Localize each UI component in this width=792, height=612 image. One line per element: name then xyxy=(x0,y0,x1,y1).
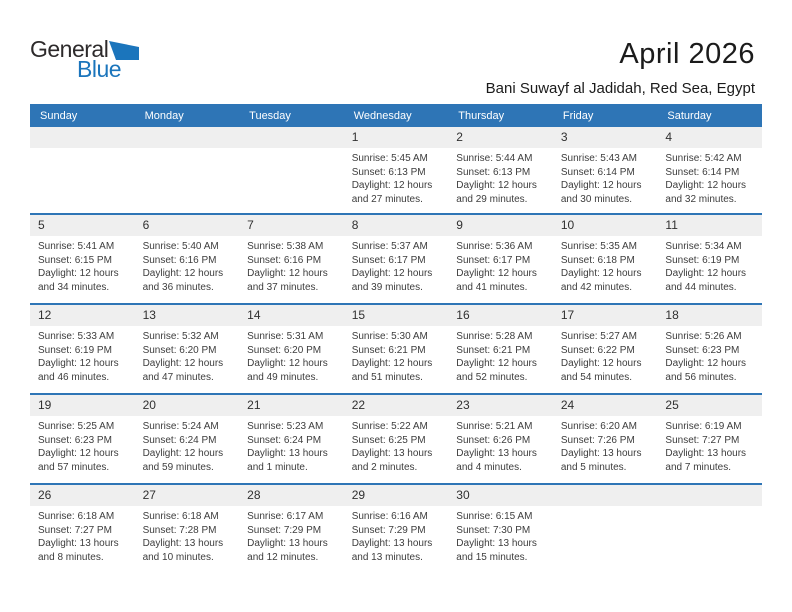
daylight-text: Daylight: 12 hours and 36 minutes. xyxy=(142,268,224,293)
logo-text-general: General xyxy=(30,36,109,62)
daylight-text: Daylight: 12 hours and 32 minutes. xyxy=(665,180,747,205)
daylight-text: Daylight: 12 hours and 47 minutes. xyxy=(142,358,224,383)
sunset-text: Sunset: 7:30 PM xyxy=(456,524,531,536)
empty-day-cell xyxy=(553,485,658,573)
daylight-text: Daylight: 13 hours and 10 minutes. xyxy=(142,538,224,563)
day-number: 26 xyxy=(30,485,135,506)
daylight-text: Daylight: 12 hours and 37 minutes. xyxy=(247,268,328,293)
day-cell xyxy=(30,485,135,573)
sunset-text: Sunset: 6:14 PM xyxy=(560,166,635,178)
sunset-text: Sunset: 6:21 PM xyxy=(456,344,531,356)
sunset-text: Sunset: 6:13 PM xyxy=(456,166,531,178)
day-details xyxy=(657,236,762,294)
sunset-text: Sunset: 6:16 PM xyxy=(142,254,217,266)
day-header-sunday: Sunday xyxy=(40,109,78,122)
day-number: 15 xyxy=(344,305,449,326)
sunset-text: Sunset: 6:21 PM xyxy=(351,344,426,356)
sunrise-text: Sunrise: 5:43 AM xyxy=(560,153,637,164)
sunset-text: Sunset: 6:26 PM xyxy=(456,434,531,446)
day-details xyxy=(344,506,449,564)
sunset-text: Sunset: 6:18 PM xyxy=(560,254,635,266)
day-number: 24 xyxy=(553,395,658,416)
daylight-text: Daylight: 13 hours and 1 minute. xyxy=(247,448,328,473)
daylight-text: Daylight: 12 hours and 29 minutes. xyxy=(456,180,537,205)
day-number: 19 xyxy=(30,395,135,416)
sunrise-text: Sunrise: 5:45 AM xyxy=(351,153,428,164)
logo-text-blue: Blue xyxy=(77,56,122,82)
sunrise-text: Sunrise: 5:38 AM xyxy=(247,241,324,252)
day-details xyxy=(553,236,658,294)
day-cell xyxy=(657,127,762,213)
sunset-text: Sunset: 6:24 PM xyxy=(142,434,217,446)
sunrise-text: Sunrise: 5:22 AM xyxy=(351,421,428,432)
sunset-text: Sunset: 6:17 PM xyxy=(456,254,531,266)
day-cell xyxy=(344,215,449,303)
day-header-saturday: Saturday xyxy=(667,109,712,122)
day-details xyxy=(448,416,553,474)
day-cell xyxy=(553,215,658,303)
sunrise-text: Sunrise: 5:26 AM xyxy=(665,331,742,342)
page-title: April 2026 xyxy=(619,38,755,70)
weeks xyxy=(30,127,762,573)
day-number: 9 xyxy=(448,215,553,236)
sunset-text: Sunset: 6:25 PM xyxy=(351,434,426,446)
day-cell xyxy=(448,395,553,483)
day-header-wednesday: Wednesday xyxy=(353,109,412,122)
day-cell xyxy=(239,395,344,483)
day-number xyxy=(30,127,135,148)
day-cell xyxy=(553,305,658,393)
sunset-text: Sunset: 6:16 PM xyxy=(247,254,322,266)
daylight-text: Daylight: 12 hours and 59 minutes. xyxy=(142,448,224,473)
day-cell xyxy=(30,215,135,303)
day-details xyxy=(30,506,135,564)
day-number: 8 xyxy=(344,215,449,236)
day-cell xyxy=(657,215,762,303)
day-details xyxy=(553,326,658,384)
day-details xyxy=(239,326,344,384)
day-details xyxy=(344,416,449,474)
sunset-text: Sunset: 6:19 PM xyxy=(665,254,740,266)
day-number: 28 xyxy=(239,485,344,506)
day-number: 7 xyxy=(239,215,344,236)
daylight-text: Daylight: 12 hours and 56 minutes. xyxy=(665,358,747,383)
sunset-text: Sunset: 6:23 PM xyxy=(665,344,740,356)
day-header-monday: Monday xyxy=(144,109,184,122)
sunset-text: Sunset: 7:28 PM xyxy=(142,524,217,536)
day-cell xyxy=(135,395,240,483)
calendar-grid xyxy=(30,104,762,573)
sunrise-text: Sunrise: 5:41 AM xyxy=(38,241,115,252)
week-row xyxy=(30,393,762,483)
day-number: 3 xyxy=(553,127,658,148)
day-cell xyxy=(344,127,449,213)
daylight-text: Daylight: 12 hours and 54 minutes. xyxy=(560,358,642,383)
day-number: 5 xyxy=(30,215,135,236)
day-details xyxy=(448,506,553,564)
sunrise-text: Sunrise: 6:18 AM xyxy=(142,511,219,522)
sunrise-text: Sunrise: 6:18 AM xyxy=(38,511,115,522)
day-header-tuesday: Tuesday xyxy=(249,109,291,122)
day-cell xyxy=(30,305,135,393)
day-details xyxy=(657,326,762,384)
day-cell xyxy=(135,485,240,573)
daylight-text: Daylight: 12 hours and 30 minutes. xyxy=(560,180,642,205)
sunset-text: Sunset: 7:27 PM xyxy=(665,434,740,446)
sunrise-text: Sunrise: 5:33 AM xyxy=(38,331,115,342)
daylight-text: Daylight: 13 hours and 15 minutes. xyxy=(456,538,537,563)
day-number: 30 xyxy=(448,485,553,506)
sunrise-text: Sunrise: 5:34 AM xyxy=(665,241,742,252)
sunrise-text: Sunrise: 6:19 AM xyxy=(665,421,742,432)
day-cell xyxy=(448,215,553,303)
sunset-text: Sunset: 6:15 PM xyxy=(38,254,112,266)
day-of-week-row xyxy=(30,104,762,127)
sunrise-text: Sunrise: 5:31 AM xyxy=(247,331,324,342)
sunset-text: Sunset: 7:26 PM xyxy=(560,434,635,446)
day-number: 14 xyxy=(239,305,344,326)
daylight-text: Daylight: 13 hours and 4 minutes. xyxy=(456,448,537,473)
sunrise-text: Sunrise: 6:20 AM xyxy=(560,421,637,432)
day-number xyxy=(135,127,240,148)
daylight-text: Daylight: 12 hours and 51 minutes. xyxy=(351,358,433,383)
daylight-text: Daylight: 12 hours and 52 minutes. xyxy=(456,358,537,383)
sunrise-text: Sunrise: 6:16 AM xyxy=(351,511,428,522)
empty-day-cell xyxy=(30,127,135,213)
day-details xyxy=(448,148,553,206)
empty-day-cell xyxy=(657,485,762,573)
day-cell xyxy=(344,305,449,393)
daylight-text: Daylight: 12 hours and 39 minutes. xyxy=(351,268,433,293)
day-number: 22 xyxy=(344,395,449,416)
daylight-text: Daylight: 13 hours and 8 minutes. xyxy=(38,538,119,563)
day-details xyxy=(239,236,344,294)
day-details xyxy=(30,326,135,384)
sunset-text: Sunset: 6:20 PM xyxy=(142,344,217,356)
day-number: 1 xyxy=(344,127,449,148)
day-number: 23 xyxy=(448,395,553,416)
day-number: 21 xyxy=(239,395,344,416)
sunrise-text: Sunrise: 5:44 AM xyxy=(456,153,533,164)
day-cell xyxy=(239,305,344,393)
day-details xyxy=(30,416,135,474)
sunset-text: Sunset: 6:23 PM xyxy=(38,434,112,446)
daylight-text: Daylight: 12 hours and 42 minutes. xyxy=(560,268,642,293)
sunrise-text: Sunrise: 5:36 AM xyxy=(456,241,533,252)
sunrise-text: Sunrise: 5:23 AM xyxy=(247,421,324,432)
sunset-text: Sunset: 6:20 PM xyxy=(247,344,322,356)
sunrise-text: Sunrise: 6:15 AM xyxy=(456,511,533,522)
day-number: 4 xyxy=(657,127,762,148)
day-details xyxy=(135,506,240,564)
day-cell xyxy=(344,395,449,483)
day-cell xyxy=(135,215,240,303)
sunset-text: Sunset: 6:14 PM xyxy=(665,166,740,178)
day-details xyxy=(30,236,135,294)
day-cell xyxy=(553,127,658,213)
sunrise-text: Sunrise: 5:40 AM xyxy=(142,241,219,252)
daylight-text: Daylight: 13 hours and 5 minutes. xyxy=(560,448,642,473)
day-header-thursday: Thursday xyxy=(458,109,505,122)
day-number xyxy=(657,485,762,506)
daylight-text: Daylight: 12 hours and 49 minutes. xyxy=(247,358,328,383)
sunset-text: Sunset: 7:29 PM xyxy=(247,524,322,536)
empty-day-cell xyxy=(135,127,240,213)
sunrise-text: Sunrise: 5:25 AM xyxy=(38,421,115,432)
week-row xyxy=(30,483,762,573)
daylight-text: Daylight: 13 hours and 7 minutes. xyxy=(665,448,747,473)
day-cell xyxy=(448,485,553,573)
day-details xyxy=(344,236,449,294)
sunrise-text: Sunrise: 5:42 AM xyxy=(665,153,742,164)
sunset-text: Sunset: 7:27 PM xyxy=(38,524,112,536)
day-number xyxy=(553,485,658,506)
sunrise-text: Sunrise: 5:28 AM xyxy=(456,331,533,342)
sunrise-text: Sunrise: 5:32 AM xyxy=(142,331,219,342)
day-number: 10 xyxy=(553,215,658,236)
daylight-text: Daylight: 12 hours and 57 minutes. xyxy=(38,448,119,473)
day-number: 16 xyxy=(448,305,553,326)
location-subtitle: Bani Suwayf al Jadidah, Red Sea, Egypt xyxy=(485,80,755,97)
sunset-text: Sunset: 6:17 PM xyxy=(351,254,426,266)
day-number: 17 xyxy=(553,305,658,326)
day-number: 13 xyxy=(135,305,240,326)
day-details xyxy=(553,148,658,206)
week-row xyxy=(30,213,762,303)
day-number: 6 xyxy=(135,215,240,236)
daylight-text: Daylight: 12 hours and 44 minutes. xyxy=(665,268,747,293)
day-details xyxy=(657,416,762,474)
day-number: 2 xyxy=(448,127,553,148)
week-row xyxy=(30,303,762,393)
daylight-text: Daylight: 12 hours and 41 minutes. xyxy=(456,268,537,293)
day-number: 11 xyxy=(657,215,762,236)
day-details xyxy=(135,236,240,294)
sunrise-text: Sunrise: 5:24 AM xyxy=(142,421,219,432)
day-details xyxy=(239,416,344,474)
day-cell xyxy=(448,127,553,213)
day-cell xyxy=(553,395,658,483)
sunset-text: Sunset: 6:24 PM xyxy=(247,434,322,446)
general-blue-logo xyxy=(30,36,139,83)
sunrise-text: Sunrise: 5:21 AM xyxy=(456,421,533,432)
day-details xyxy=(657,148,762,206)
day-cell xyxy=(30,395,135,483)
day-cell xyxy=(239,485,344,573)
day-header-friday: Friday xyxy=(562,109,594,122)
day-details xyxy=(135,326,240,384)
day-number: 12 xyxy=(30,305,135,326)
day-details xyxy=(448,326,553,384)
sunset-text: Sunset: 7:29 PM xyxy=(351,524,426,536)
sunrise-text: Sunrise: 5:37 AM xyxy=(351,241,428,252)
sunrise-text: Sunrise: 5:35 AM xyxy=(560,241,637,252)
daylight-text: Daylight: 12 hours and 27 minutes. xyxy=(351,180,433,205)
week-row xyxy=(30,127,762,213)
day-details xyxy=(135,416,240,474)
daylight-text: Daylight: 13 hours and 12 minutes. xyxy=(247,538,328,563)
day-cell xyxy=(448,305,553,393)
day-details xyxy=(553,416,658,474)
daylight-text: Daylight: 13 hours and 2 minutes. xyxy=(351,448,433,473)
empty-day-cell xyxy=(239,127,344,213)
day-number: 20 xyxy=(135,395,240,416)
sunrise-text: Sunrise: 5:30 AM xyxy=(351,331,428,342)
sunset-text: Sunset: 6:19 PM xyxy=(38,344,112,356)
day-number: 18 xyxy=(657,305,762,326)
day-details xyxy=(239,506,344,564)
day-number: 25 xyxy=(657,395,762,416)
day-cell xyxy=(657,395,762,483)
day-details xyxy=(344,148,449,206)
sunrise-text: Sunrise: 5:27 AM xyxy=(560,331,637,342)
sunrise-text: Sunrise: 6:17 AM xyxy=(247,511,324,522)
day-number xyxy=(239,127,344,148)
day-details xyxy=(344,326,449,384)
day-cell xyxy=(239,215,344,303)
daylight-text: Daylight: 12 hours and 34 minutes. xyxy=(38,268,119,293)
day-cell xyxy=(344,485,449,573)
daylight-text: Daylight: 13 hours and 13 minutes. xyxy=(351,538,433,563)
day-number: 29 xyxy=(344,485,449,506)
daylight-text: Daylight: 12 hours and 46 minutes. xyxy=(38,358,119,383)
sunset-text: Sunset: 6:13 PM xyxy=(351,166,426,178)
day-number: 27 xyxy=(135,485,240,506)
day-details xyxy=(448,236,553,294)
day-cell xyxy=(657,305,762,393)
day-cell xyxy=(135,305,240,393)
sunset-text: Sunset: 6:22 PM xyxy=(560,344,635,356)
